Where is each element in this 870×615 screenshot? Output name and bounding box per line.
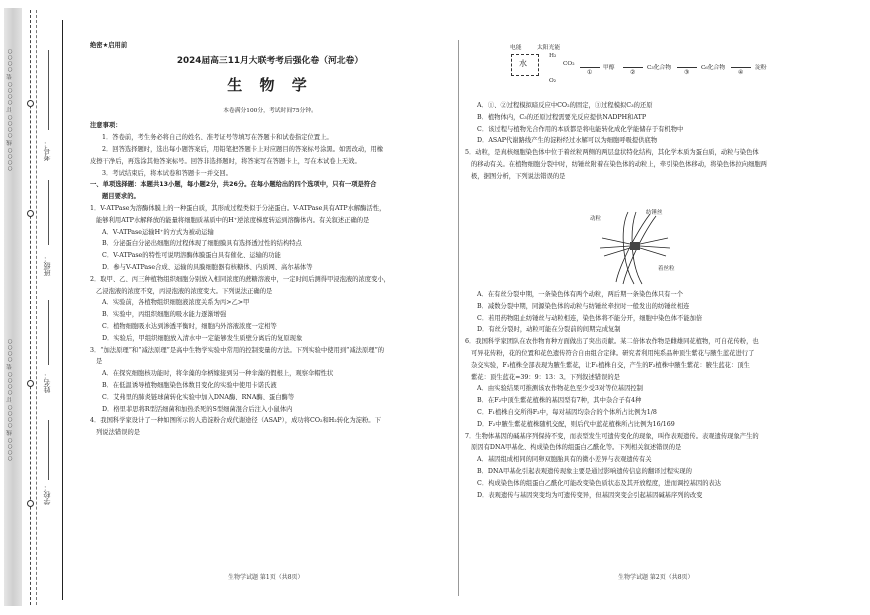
name-field-line [48, 300, 49, 365]
chromosome-icon [590, 208, 680, 288]
question-line: 6．我国科学家团队在农作物育种方面做出了突出贡献。某二倍体农作物是雌雄同花植物，可自花传粉，也 [465, 338, 759, 346]
option-line: A．在有丝分裂中期，一条染色体有两个动粒，两后期一条染色体只有一个 [477, 291, 684, 298]
diagram-label-c3: C₃化合物 [647, 65, 672, 71]
option-line: D．F₂中腋生紫花植株随机交配，则后代中蓝花植株所占比例为16/169 [477, 420, 675, 428]
binding-border-line [62, 20, 63, 600]
arrow-icon [677, 67, 697, 68]
option-line: D．有丝分裂时，动粒可能在分裂前的间期完成复制 [477, 326, 621, 334]
note-line: 3．考试结束后，将本试卷和答题卡一并交回。 [102, 169, 232, 177]
diagram-step-3: ③ [684, 70, 690, 76]
option-line: C．F₁植株自交所得F₂中，每对基因均杂合的个体所占比例为1/8 [477, 408, 657, 416]
option-line: D．ASAP代谢路线产生的淀粉经过水解可以为细胞呼吸提供底物 [477, 137, 658, 145]
diagram-step-4: ④ [738, 70, 744, 76]
page-2-footer: 生物学试题 第2页（共8页） [618, 574, 694, 581]
question-line: 2．取甲、乙、丙三种植物组织细胞分别放入相同浓度的蔗糖溶液中，一定时间后测得甲浸泡液的浓度变小， [90, 275, 390, 283]
diagram-label-water: 水 [519, 59, 527, 68]
fold-line [36, 10, 37, 605]
section-heading: 一、单项选择题：本题共13小题，每小题2分，共26分。在每小题给出的四个选项中，只有一项是符合 [90, 181, 377, 189]
option-line: A．由实验结果可推测该农作物花色至少受3对等位基因控制 [477, 385, 643, 393]
diagram-label-o2: O₂ [549, 78, 557, 84]
question-line: 1．V-ATPase为溶酶体膜上的一种蛋白质，其形成过程类似于分泌蛋白。V-ATPase具有ATP水解酶活性， [90, 204, 386, 212]
option-line: D．表观遗传与基因突变均为可遗传变异，但基因突变会引起基因碱基序列的改变 [477, 491, 703, 499]
question-line: 3．“加法原理”和“减法原理”是高中生物学实验中常用的控制变量的方法。下列实验中使用到“减法原理”的 [90, 346, 385, 354]
notes-title: 注意事项： [90, 122, 122, 130]
option-line: A．①、②过程模拟暗反应中CO₂的固定，③过程模拟C₃的还原 [477, 102, 653, 109]
option-line: D．格里菲思将R型活细菌和加热杀死的S型细菌混合后注入小鼠体内 [102, 405, 293, 413]
page-1-footer: 生物学试题 第1页（共8页） [228, 574, 304, 581]
diagram-label-starch: 淀粉 [755, 65, 767, 71]
exam-id-label: 考号： [43, 140, 51, 161]
diagram-label-methanol: 甲醇 [603, 65, 615, 71]
option-line: C．植物细胞吸水达到渗透平衡时，细胞内外溶液浓度一定相等 [102, 322, 277, 330]
binding-hole-icon [27, 500, 34, 507]
option-line: D．参与V-ATPase合成、运输的具膜细胞器有核糖体、内质网、高尔基体等 [102, 263, 313, 271]
page-1 [90, 40, 450, 439]
note-line: 1．答卷前，考生务必将自己的姓名、准考证号等填写在答题卡和试卷指定位置上。 [102, 134, 333, 142]
option-line: B．减数分裂中期，同源染色体的动粒与纺锤丝牵拉时一般发出的纺锤丝相连 [477, 302, 690, 310]
question-line: 原因有DNA甲基化、构成染色体的组蛋白乙酰化等。下列相关叙述错误的是 [471, 444, 682, 452]
question-line: 的移动有关。在植物细胞分裂中时，纺锤丝附着在染色体的动粒上，牵引染色体移动，将染色体拉向细胞两 [471, 160, 767, 168]
question-line: 极，据图分析，下列说法错误的是 [471, 172, 566, 180]
chromosome-figure [590, 208, 680, 288]
class-label: 班级： [43, 255, 51, 276]
question-line: 7．生物体基因的碱基序列保持不变，而表型发生可遗传变化的现象，叫作表观遗传。表观遗传现象产生的 [465, 432, 759, 440]
question-line: 紫花：顶生蓝花=39：9：13：3。下列叙述错误的是 [471, 373, 620, 381]
diagram-label-c6: C₆化合物 [701, 65, 726, 71]
label-kinetochore: 动粒 [590, 216, 602, 222]
option-line: A．在探究细胞核功能时，将伞藻的伞柄嫁接到另一种伞藻的假根上，观察伞帽性状 [102, 370, 334, 378]
binding-hole-icon [27, 210, 34, 217]
option-line: B．DNA甲基化引起表观遗传现象主要是通过影响遗传信息的翻译过程实现的 [477, 467, 692, 475]
binding-gray-text: ○○○○ 线 ○○○○ 订 ○○○○ 装 ○○○○ [7, 338, 13, 461]
arrow-icon [580, 67, 600, 68]
score-line: 本卷满分100分，考试时间75分钟。 [223, 107, 317, 114]
note-line: 皮擦干净后，再选涂其他答案标号。回答非选择题时，将答案写在答题卡上，写在本试卷上无效。 [90, 157, 361, 165]
question-line: 可异花传粉，花的位置和花色遗传符合自由组合定律。研究者利用纯系品种顶生紫花与腋生蓝花进行了 [471, 349, 755, 357]
binding-hole-icon [27, 380, 34, 387]
option-line: B．在F₂中顶生紫花植株的基因型有7种，其中杂合子有4种 [477, 397, 642, 405]
diagram-label-co2: CO₂ [563, 61, 575, 67]
binding-gray-text: ○○○○ 线 ○○○○ 订 ○○○○ 装 ○○○○ [7, 48, 13, 171]
diagram-label-electric: 电能 [510, 45, 522, 51]
binding-gray-band [4, 8, 22, 606]
binding-hole-icon [27, 100, 34, 107]
diagram-label-sunlight: 太阳光能 [537, 45, 561, 51]
name-label: 姓名： [43, 372, 51, 393]
school-field-line [48, 420, 49, 480]
option-line: C．若用药物阻止纺锤丝与动粒相连，染色体将不能分开，细胞中染色体不能加倍 [477, 314, 703, 322]
question-line: 5．动粒，是真核细胞染色体中位于着丝粒两侧的两层盘状特化结构，其化学本质为蛋白质，动粒与染色体 [465, 149, 759, 157]
label-spindle-fiber: 纺锤丝 [646, 210, 663, 216]
school-label: 学校： [43, 484, 51, 505]
option-line: D．实验后，甲组织细胞放入清水中一定能够发生质壁分离后的复原现象 [102, 334, 303, 342]
question-line: 4．我国科学家设计了一种如图所示的人造淀粉合成代谢途径（ASAP），成功将CO₂和H₂转化为淀粉。下 [90, 417, 381, 425]
option-line: A．实验前，各植物组织细胞液浓度关系为丙>乙>甲 [102, 299, 250, 307]
paper-title: 2024届高三11月大联考考后强化卷（河北卷） [176, 55, 364, 66]
option-line: A．V-ATPase运输H⁺的方式为被动运输 [102, 228, 214, 236]
question-line: 列说法错误的是 [96, 429, 141, 437]
option-line: C．V-ATPase的特性可说明溶酶体膜蛋白具有催化、运输的功能 [102, 252, 281, 260]
secret-mark: 绝密★启用前 [90, 42, 128, 49]
option-line: B．植物体内，C₃的还原过程需要光反应提供NADPH和ATP [477, 113, 647, 121]
exam-id-field-line [48, 50, 49, 130]
label-centromere: 着丝粒 [658, 266, 675, 272]
diagram-label-h2: H₂ [549, 53, 557, 59]
diagram-step-1: ① [587, 70, 593, 76]
page-2-bottom [465, 289, 860, 501]
page-divider [458, 40, 459, 596]
option-line: B．在低温诱导植物细胞染色体数目变化的实验中使用卡诺氏液 [102, 381, 277, 389]
question-line: 是 [96, 358, 103, 366]
arrow-icon [731, 67, 751, 68]
question-line: 杂交实验，F₁植株全部表现为腋生紫花，让F₁植株自交，产生的F₂植株中腋生紫花：腋生蓝花：顶生 [471, 361, 750, 369]
asap-pathway-diagram [505, 42, 825, 92]
option-line: B．实验中，丙组织细胞的吸水能力逐渐增强 [102, 311, 227, 319]
class-field-line [48, 180, 49, 245]
option-line: B．分泌蛋白分泌出细胞的过程体现了细胞膜具有选择透过性的结构特点 [102, 240, 302, 248]
page-2-top [465, 100, 860, 183]
option-line: C．艾弗里的肺炎链球菌转化实验中加入DNA酶、RNA酶、蛋白酶等 [102, 393, 295, 401]
option-line: C．构成染色体的组蛋白乙酰化可能改变染色质状态及其开放程度，进而调控基因的表达 [477, 479, 722, 487]
question-line: 乙浸泡液的浓度不变，丙浸泡液的浓度变大。下列说法正确的是 [96, 287, 273, 295]
diagram-step-2: ② [630, 70, 636, 76]
section-heading: 题目要求的。 [102, 193, 140, 201]
question-line: 能够利用ATP水解释放的能量将细胞质基质中的H⁺逆浓度梯度转运到溶酶体内。有关叙述正确的是 [96, 216, 370, 224]
subject-title: 生 物 学 [227, 75, 313, 94]
arrow-icon [623, 67, 643, 68]
binding-strip [0, 0, 78, 615]
option-line: A．基因组成相同的同卵双胞胎具有的微小差异与表观遗传有关 [477, 456, 652, 464]
note-line: 2．回答选择题时，选出每小题答案后，用铅笔把答题卡上对应题目的答案标号涂黑。如需改动，用橡 [102, 145, 384, 153]
option-line: C．该过程与植物光合作用的本质都是将电能转化成化学能储存于有机物中 [477, 125, 684, 133]
